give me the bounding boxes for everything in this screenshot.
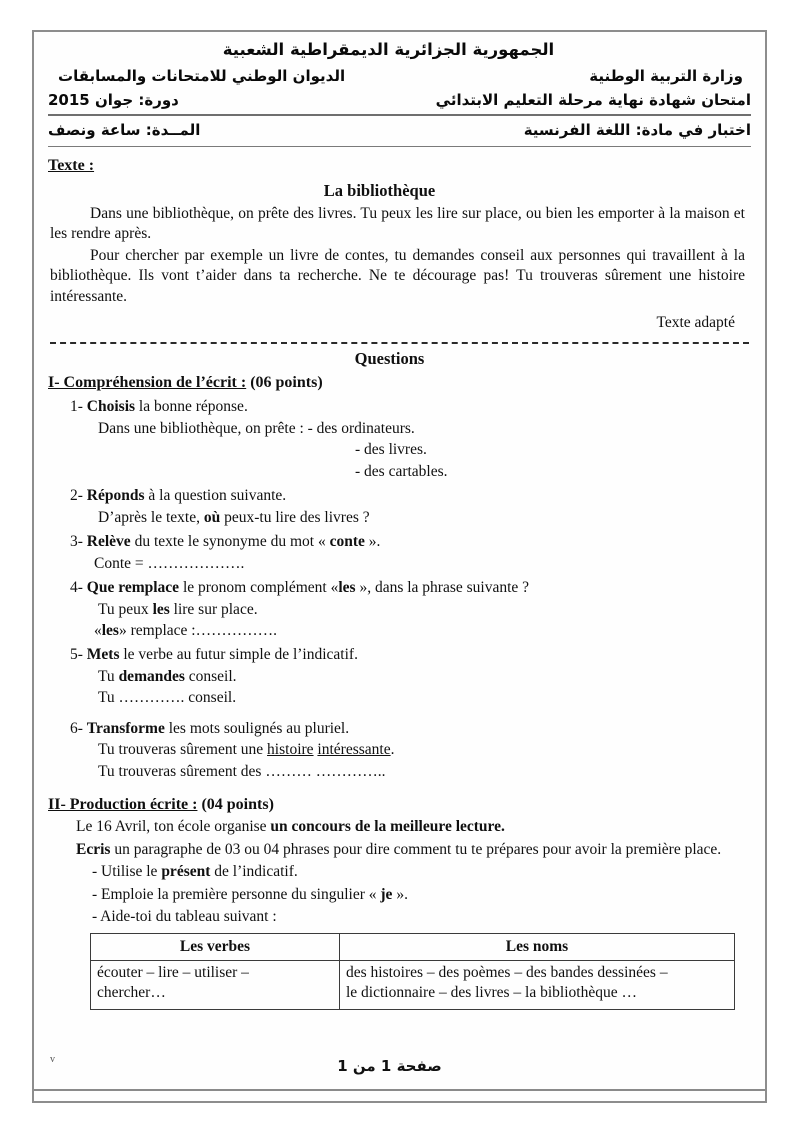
- exam-page-frame: [32, 30, 767, 1103]
- question-4-prompt: [70, 578, 751, 598]
- question-4-answer-keyword: les: [101, 622, 119, 639]
- question-6-underlined-noun: histoire: [267, 741, 314, 759]
- part2-bullet-2: [48, 885, 751, 905]
- exam-name-label: امتحان شهادة نهاية مرحلة التعليم الابتدائي: [435, 91, 751, 109]
- passage-paragraph-2: Pour chercher par exemple un livre de contes, tu demandes conseil aux personnes qui travaillent à la bibliothèque. Ils vont t’aider dans ta recherche. Ne te décourage pas! Tu trouveras sûrement une histoire intéressante.: [50, 246, 745, 305]
- question-1-number: 1-: [70, 398, 83, 416]
- page-number-footer: صفحة 1 من 1: [337, 1057, 442, 1075]
- helper-table-cell-verbs: [91, 960, 340, 1009]
- nouns-line-1: des histoires – des poèmes – des bandes dessinées –: [346, 963, 668, 981]
- part2-points: (04 points): [201, 796, 274, 814]
- question-6-text: les mots soulignés au pluriel.: [168, 719, 350, 737]
- question-6-number: 6-: [70, 719, 83, 737]
- question-4-answer-pre: «: [94, 622, 102, 639]
- question-3-number: 3-: [70, 533, 83, 551]
- question-5-prompt: [70, 645, 751, 665]
- session-label: دورة: جوان 2015: [48, 91, 179, 109]
- office-label: الديوان الوطني للامتحانات والمسابقات: [58, 67, 346, 85]
- question-1: [48, 397, 751, 482]
- question-2-sub-post: peux-tu lire des livres ?: [220, 508, 370, 526]
- part1-title: I- Compréhension de l’écrit :: [48, 374, 247, 392]
- part2-task-verb: Ecris: [76, 840, 111, 858]
- header-row-exam-session: [48, 85, 751, 112]
- question-2-subquestion: [70, 508, 751, 528]
- question-5-verb: Mets: [86, 646, 120, 664]
- page-content: [34, 32, 765, 1101]
- duration-label: المــدة: ساعة ونصف: [48, 121, 201, 139]
- question-2: [48, 486, 751, 528]
- question-4-verb: Que remplace: [86, 579, 180, 597]
- question-6-sentence: [70, 740, 751, 760]
- part2-intro-bold: un concours de la meilleure lecture.: [270, 818, 505, 836]
- question-4-answer-line[interactable]: [70, 621, 751, 641]
- question-2-sub-keyword: où: [203, 508, 221, 526]
- question-1-option-1[interactable]: des ordinateurs.: [316, 419, 415, 437]
- question-3-text-pre: du texte le synonyme du mot «: [134, 533, 330, 551]
- question-4-number: 4-: [70, 579, 83, 597]
- question-5-line1-verb: demandes: [118, 667, 185, 685]
- question-3-answer-line[interactable]: Conte = ……………….: [94, 554, 245, 572]
- part2-bullet-2-bold: je: [380, 885, 393, 903]
- part1-points: (06 points): [250, 374, 323, 392]
- question-3: [48, 532, 751, 574]
- part2-intro: [48, 817, 751, 837]
- question-6-verb: Transforme: [86, 719, 165, 737]
- question-2-verb: Réponds: [86, 487, 145, 505]
- part2-bullet-1-pre: - Utilise le: [92, 863, 162, 881]
- body-content: [48, 147, 751, 1010]
- republic-title: الجمهورية الجزائرية الديمقراطية الشعبية: [222, 40, 555, 59]
- verbs-line-1: écouter – lire – utiliser –: [97, 963, 249, 981]
- question-5-line1-post: conseil.: [184, 667, 237, 685]
- question-5: [48, 645, 751, 708]
- question-5-answer-line[interactable]: Tu …………. conseil.: [98, 689, 237, 707]
- table-row: [91, 960, 735, 1009]
- helper-table: [90, 933, 735, 1010]
- question-1-stem-and-option-1: [98, 419, 751, 439]
- question-3-prompt: [70, 532, 751, 552]
- nouns-line-2: le dictionnaire – des livres – la bibliothèque …: [346, 983, 637, 1001]
- part2-bullet-2-pre: - Emploie la première personne du singulier «: [92, 885, 381, 903]
- question-4-sentence-keyword: les: [152, 600, 170, 618]
- verbs-line-2: chercher…: [97, 983, 166, 1001]
- question-4-text-pre: le pronom complément «: [182, 579, 339, 597]
- part2-title: II- Production écrite :: [48, 796, 198, 814]
- footer-divider: [34, 1089, 765, 1091]
- question-4-sentence-post: lire sur place.: [169, 600, 258, 618]
- question-1-stem: Dans une bibliothèque, on prête : -: [98, 419, 313, 437]
- subject-label: اختبار في مادة: اللغة الفرنسية: [523, 121, 751, 139]
- question-1-option-2[interactable]: - des livres.: [355, 441, 427, 459]
- helper-table-wrapper: [48, 933, 751, 1010]
- question-3-keyword: conte: [329, 533, 365, 551]
- part2-task: [48, 840, 751, 860]
- part2-intro-pre: Le 16 Avril, ton école organise: [76, 818, 271, 836]
- question-1-prompt: [70, 397, 751, 417]
- question-1-option-3[interactable]: - des cartables.: [355, 462, 448, 480]
- question-6-answer-line[interactable]: Tu trouveras sûrement des ……… …………..: [98, 762, 386, 780]
- question-1-choices: [70, 419, 751, 482]
- question-4-text-post: », dans la phrase suivante ?: [355, 579, 530, 597]
- part2-heading: [48, 794, 751, 815]
- question-6-prompt: [70, 719, 751, 739]
- question-6-sentence-post: .: [390, 741, 395, 759]
- header-row-ministry-office: [48, 59, 751, 85]
- helper-table-header-nouns: Les noms: [340, 933, 735, 960]
- part2-bullet-2-post: ».: [392, 885, 408, 903]
- question-2-prompt: [70, 486, 751, 506]
- question-5-number: 5-: [70, 646, 83, 664]
- question-1-verb: Choisis: [86, 398, 136, 416]
- question-2-text: à la question suivante.: [148, 487, 287, 505]
- part2-bullet-1-post: de l’indicatif.: [210, 863, 298, 881]
- dashed-separator: [50, 342, 749, 344]
- helper-table-header-row: [91, 933, 735, 960]
- question-3-text-post: ».: [364, 533, 381, 551]
- question-2-number: 2-: [70, 487, 83, 505]
- helper-table-header-verbs: Les verbes: [91, 933, 340, 960]
- question-6-underlined-adj: intéressante: [317, 741, 391, 759]
- question-4-sentence-pre: Tu peux: [98, 600, 153, 618]
- question-6-sentence-pre: Tu trouveras sûrement une: [98, 741, 268, 759]
- passage-title: La bibliothèque: [323, 181, 436, 201]
- part2-task-text: un paragraphe de 03 ou 04 phrases pour dire comment tu te prépares pour avoir la première place.: [110, 840, 722, 858]
- part2-bullet-1: [48, 862, 751, 882]
- question-4-sentence: [70, 600, 751, 620]
- question-4-answer-post: » remplace :…………….: [118, 622, 277, 639]
- question-1-text: la bonne réponse.: [138, 398, 248, 416]
- question-5-example-line: [70, 667, 751, 687]
- question-3-verb: Relève: [86, 533, 131, 551]
- passage-paragraph-1: Dans une bibliothèque, on prête des livres. Tu peux les lire sur place, ou bien les emporter à la maison et les rendre après.: [50, 204, 745, 243]
- question-5-text: le verbe au futur simple de l’indicatif.: [123, 646, 358, 664]
- question-2-sub-pre: D’après le texte,: [98, 508, 204, 526]
- questions-heading: Questions: [354, 348, 425, 368]
- ministry-label: وزارة التربية الوطنية: [589, 67, 743, 85]
- question-5-line1-pre: Tu: [98, 667, 119, 685]
- texte-label: Texte :: [48, 157, 95, 174]
- header-row-subject-duration: [48, 116, 751, 144]
- document-header: [48, 32, 751, 147]
- question-6: [48, 719, 751, 782]
- helper-table-cell-nouns: [340, 960, 735, 1009]
- scan-artifact-mark: v: [50, 1054, 55, 1065]
- part1-heading: [48, 372, 751, 393]
- part2-bullet-1-bold: présent: [161, 863, 211, 881]
- part2-bullet-3: - Aide-toi du tableau suivant :: [92, 908, 277, 926]
- passage-credit: Texte adapté: [656, 314, 735, 332]
- question-4: [48, 578, 751, 641]
- question-4-keyword: les: [338, 579, 356, 597]
